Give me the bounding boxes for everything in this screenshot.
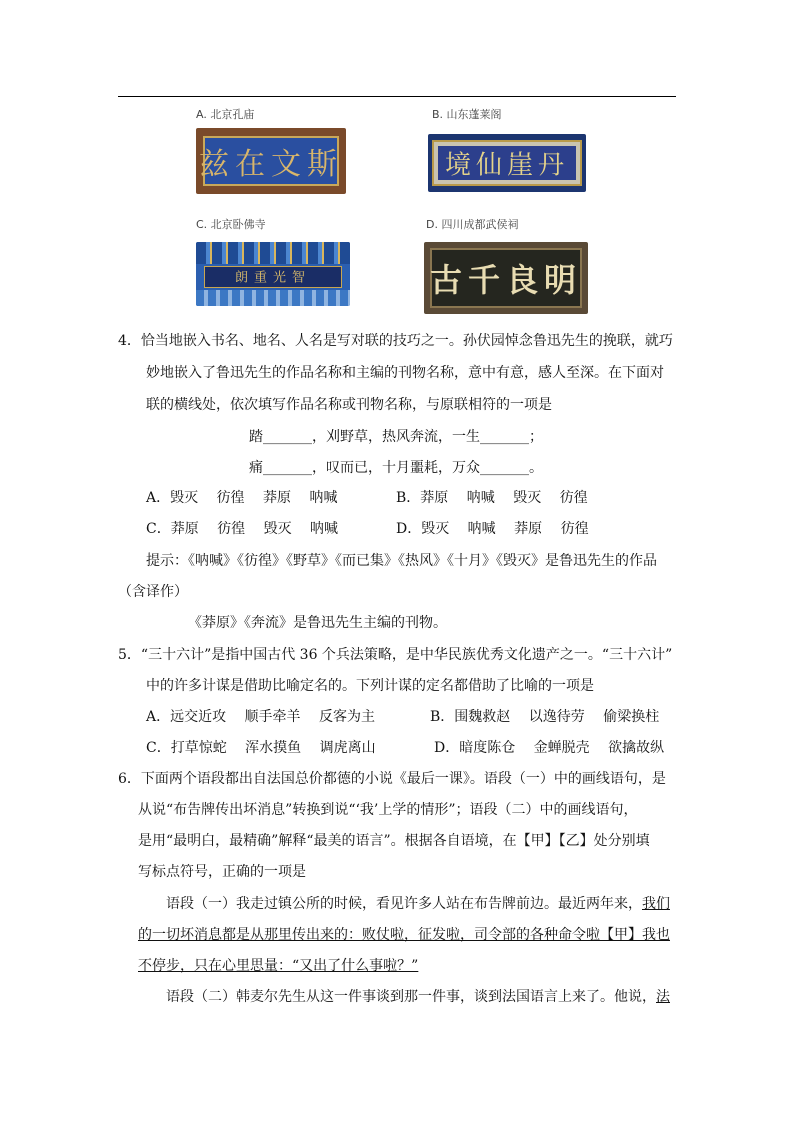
q4-option-c: C．莽原 彷徨 毁灭 呐喊 — [146, 521, 339, 537]
q6-line-3: 是用“最明白，最精确”解释“最美的语言”。根据各自语境，在【甲】【乙】处分别填 — [138, 833, 650, 849]
plaque-text-a: 斯文在兹 — [199, 147, 343, 182]
plaque-image-b — [428, 134, 586, 192]
passage-1-line-2: 的一切坏消息都是从那里传出来的：败仗啦，征发啦，司令部的各种命令啦【甲】我也 — [138, 927, 670, 943]
q4-option-a: A．毁灭 彷徨 莽原 呐喊 — [146, 490, 338, 506]
caption-c: C. 北京卧佛寺 — [196, 218, 266, 231]
underlined-text: 我们 — [642, 896, 670, 912]
q5-option-d: D．暗度陈仓 金蝉脱壳 欲擒故纵 — [434, 740, 665, 756]
plaque-text-d: 明良千古 — [429, 261, 582, 299]
q5-line-2: 中的许多计谋是借助比喻定名的。下列计谋的定名都借助了比喻的一项是 — [146, 678, 594, 694]
caption-d: D. 四川成都武侯祠 — [426, 218, 519, 231]
q4-option-b: B．莽原 呐喊 毁灭 彷徨 — [396, 490, 588, 506]
q4-hint-line-1: 提示：《呐喊》《彷徨》《野草》《而已集》《热风》《十月》《毁灭》是鲁迅先生的作品 — [146, 553, 657, 569]
q4-line-1: 4．恰当地嵌入书名、地名、人名是写对联的技巧之一。孙伏园悼念鲁迅先生的挽联，就巧 — [118, 333, 673, 349]
passage-2-text: 语段（二）韩麦尔先生从这一件事谈到那一件事，谈到法国语言上来了。他说， — [166, 989, 656, 1005]
plaque-image-d — [424, 242, 588, 314]
q6-line-4: 写标点符号，正确的一项是 — [138, 864, 306, 880]
q4-line-3: 联的横线处，依次填写作品名称或刊物名称，与原联相符的一项是 — [146, 397, 552, 413]
q5-line-1: 5．“三十六计”是指中国古代 36 个兵法策略，是中华民族优秀文化遗产之一。“三十六计” — [118, 647, 673, 663]
q4-line-2: 妙地嵌入了鲁迅先生的作品名称和主编的刊物名称，意中有意，感人至深。在下面对 — [146, 365, 664, 381]
q4-hint-line-2: （含译作） — [118, 584, 188, 600]
header-rule — [118, 96, 676, 97]
passage-1-line-3: 不停步，只在心里思量：“又出了什么事啦？” — [138, 958, 419, 974]
plaque-text-c: 智光重朗 — [234, 270, 311, 286]
q5-option-a: A．远交近攻 顺手牵羊 反客为主 — [146, 709, 376, 725]
couplet-line-2: 痛_______，叹而已，十月噩耗，万众_______。 — [249, 460, 543, 476]
underlined-text: 法 — [656, 989, 670, 1005]
caption-a: A. 北京孔庙 — [196, 108, 255, 121]
q6-line-2: 从说“布告牌传出坏消息”转换到说“‘我’上学的情形”；语段（二）中的画线语句， — [138, 802, 638, 818]
passage-1-line-1 — [166, 894, 670, 914]
q6-line-1: 6．下面两个语段都出自法国总价都德的小说《最后一课》。语段（一）中的画线语句，是 — [118, 771, 666, 787]
passage-1-text: 语段（一）我走过镇公所的时候，看见许多人站在布告牌前边。最近两年来， — [166, 896, 642, 912]
q5-option-c: C．打草惊蛇 浑水摸鱼 调虎离山 — [146, 740, 376, 756]
passage-2-line-1 — [166, 987, 670, 1007]
couplet-line-1: 踏_______，刈野草，热风奔流，一生_______； — [249, 429, 543, 445]
q4-hint-line-3: 《莽原》《奔流》是鲁迅先生主编的刊物。 — [188, 615, 447, 631]
plaque-image-c — [196, 242, 350, 306]
caption-b: B. 山东蓬莱阁 — [432, 108, 502, 121]
plaque-image-a — [196, 128, 346, 194]
plaque-text-b: 丹崖仙境 — [444, 150, 569, 181]
q5-option-b: B．围魏救赵 以逸待劳 偷梁换柱 — [430, 709, 660, 725]
q4-option-d: D．毁灭 呐喊 莽原 彷徨 — [396, 521, 589, 537]
